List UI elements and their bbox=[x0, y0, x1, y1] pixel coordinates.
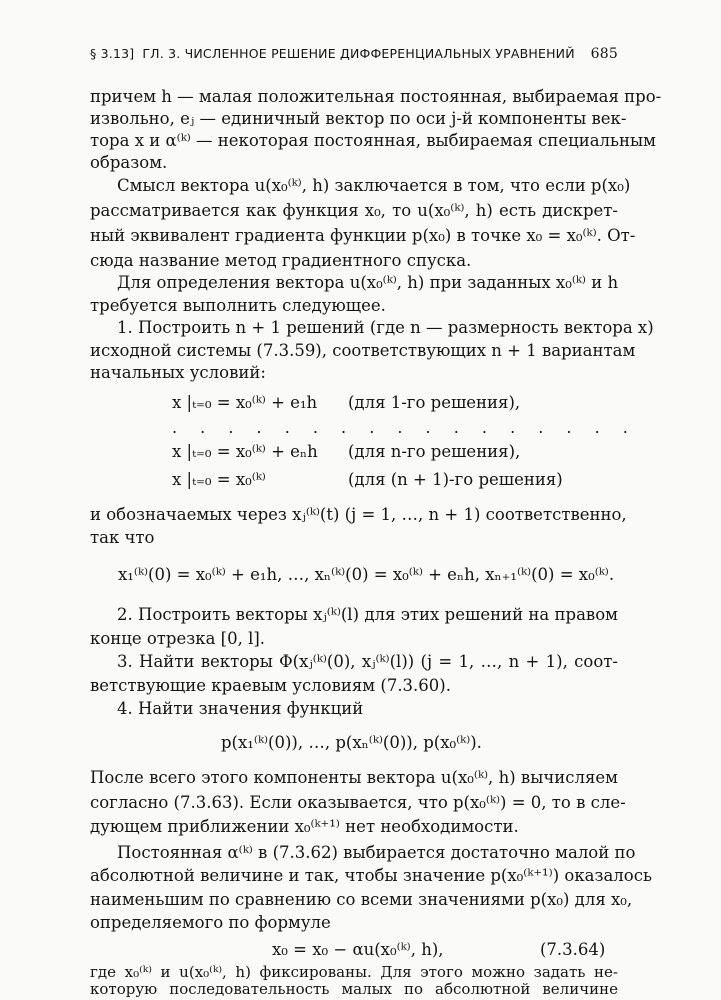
formula-initial-values: x₁⁽ᵏ⁾(0) = x₀⁽ᵏ⁾ + e₁h, …, xₙ⁽ᵏ⁾(0) = x₀⁽ᵏ⁾ + eₙh, xₙ₊₁⁽ᵏ⁾(0) = x₀⁽ᵏ⁾. bbox=[118, 565, 615, 584]
equation-number: (7.3.64) bbox=[540, 940, 606, 959]
text-line: требуется выполнить следующее. bbox=[90, 296, 386, 315]
text-line: извольно, eⱼ — единичный вектор по оси j-й компоненты век- bbox=[90, 109, 627, 128]
text-line: Постоянная α⁽ᵏ⁾ в (7.3.62) выбирается достаточно малой по bbox=[117, 843, 636, 862]
text-line: ветствующие краевым условиям (7.3.60). bbox=[90, 676, 451, 695]
ellipsis-dots: . . . . . . . . . . . . . . . . . bbox=[172, 418, 637, 437]
system-note: (для 1-го решения), bbox=[348, 393, 521, 412]
text-line: причем h — малая положительная постоянная, выбираемая про- bbox=[90, 87, 662, 106]
text-line: После всего этого компоненты вектора u(x₀⁽ᵏ⁾, h) вычисляем bbox=[90, 768, 618, 787]
text-line: ный эквивалент градиента функции p(x₀) в точке x₀ = x₀⁽ᵏ⁾. От- bbox=[90, 226, 636, 245]
text-line: и обозначаемых через xⱼ⁽ᵏ⁾(t) (j = 1, …, n + 1) соответственно, bbox=[90, 505, 627, 524]
text-line: 1. Построить n + 1 решений (где n — размерность вектора x) bbox=[117, 318, 654, 337]
text-line: начальных условий: bbox=[90, 363, 266, 382]
text-line: 4. Найти значения функций bbox=[117, 699, 364, 718]
text-line: 2. Построить векторы xⱼ⁽ᵏ⁾(l) для этих решений на правом bbox=[117, 605, 618, 624]
text-line: сюда название метод градиентного спуска. bbox=[90, 251, 472, 270]
system-equation: x |ₜ₌₀ = x₀⁽ᵏ⁾ + e₁h bbox=[172, 393, 318, 412]
text-line: определяемого по формуле bbox=[90, 913, 331, 932]
formula-function-values: p(x₁⁽ᵏ⁾(0)), …, p(xₙ⁽ᵏ⁾(0)), p(x₀⁽ᵏ⁾). bbox=[221, 733, 482, 752]
text-line: тора x и α⁽ᵏ⁾ — некоторая постоянная, выбираемая специальным bbox=[90, 131, 656, 150]
text-line: которую последовательность малых по абсолютной величине bbox=[90, 980, 618, 998]
text-line: конце отрезка [0, l]. bbox=[90, 629, 266, 648]
section-ref: § 3.13] bbox=[90, 46, 135, 61]
text-line: 3. Найти векторы Φ(xⱼ⁽ᵏ⁾(0), xⱼ⁽ᵏ⁾(l)) (j = 1, …, n + 1), соот- bbox=[117, 652, 618, 671]
text-line: рассматривается как функция x₀, то u(x₀⁽ᵏ⁾, h) есть дискрет- bbox=[90, 201, 618, 220]
text-line: Смысл вектора u(x₀⁽ᵏ⁾, h) заключается в том, что если p(x₀) bbox=[117, 176, 631, 195]
text-line: так что bbox=[90, 528, 155, 547]
text-line: дующем приближении x₀⁽ᵏ⁺¹⁾ нет необходимости. bbox=[90, 817, 519, 836]
text-line: Для определения вектора u(x₀⁽ᵏ⁾, h) при заданных x₀⁽ᵏ⁾ и h bbox=[117, 273, 619, 292]
text-line: согласно (7.3.63). Если оказывается, что p(x₀⁽ᵏ⁾) = 0, то в сле- bbox=[90, 793, 626, 812]
page-number: 685 bbox=[590, 46, 618, 62]
system-equation: x |ₜ₌₀ = x₀⁽ᵏ⁾ bbox=[172, 470, 266, 489]
chapter-title: ГЛ. 3. ЧИСЛЕННОЕ РЕШЕНИЕ ДИФФЕРЕНЦИАЛЬНЫХ УРАВНЕНИЙ bbox=[142, 46, 575, 61]
text-line: где x₀⁽ᵏ⁾ и u(x₀⁽ᵏ⁾, h) фиксированы. Для этого можно задать не- bbox=[90, 963, 618, 981]
text-line: исходной системы (7.3.59), соответствующих n + 1 вариантам bbox=[90, 341, 636, 360]
system-note: (для n-го решения), bbox=[348, 442, 521, 461]
text-line: наименьшим по сравнению со всеми значениями p(x₀) для x₀, bbox=[90, 890, 633, 909]
system-equation: x |ₜ₌₀ = x₀⁽ᵏ⁾ + eₙh bbox=[172, 442, 318, 461]
text-line: абсолютной величине и так, чтобы значение p(x₀⁽ᵏ⁺¹⁾) оказалось bbox=[90, 866, 652, 885]
running-header bbox=[90, 46, 618, 62]
system-note: (для (n + 1)-го решения) bbox=[348, 470, 563, 489]
formula-7-3-64: x₀ = x₀ − αu(x₀⁽ᵏ⁾, h), bbox=[272, 940, 444, 959]
text-line: образом. bbox=[90, 153, 168, 172]
